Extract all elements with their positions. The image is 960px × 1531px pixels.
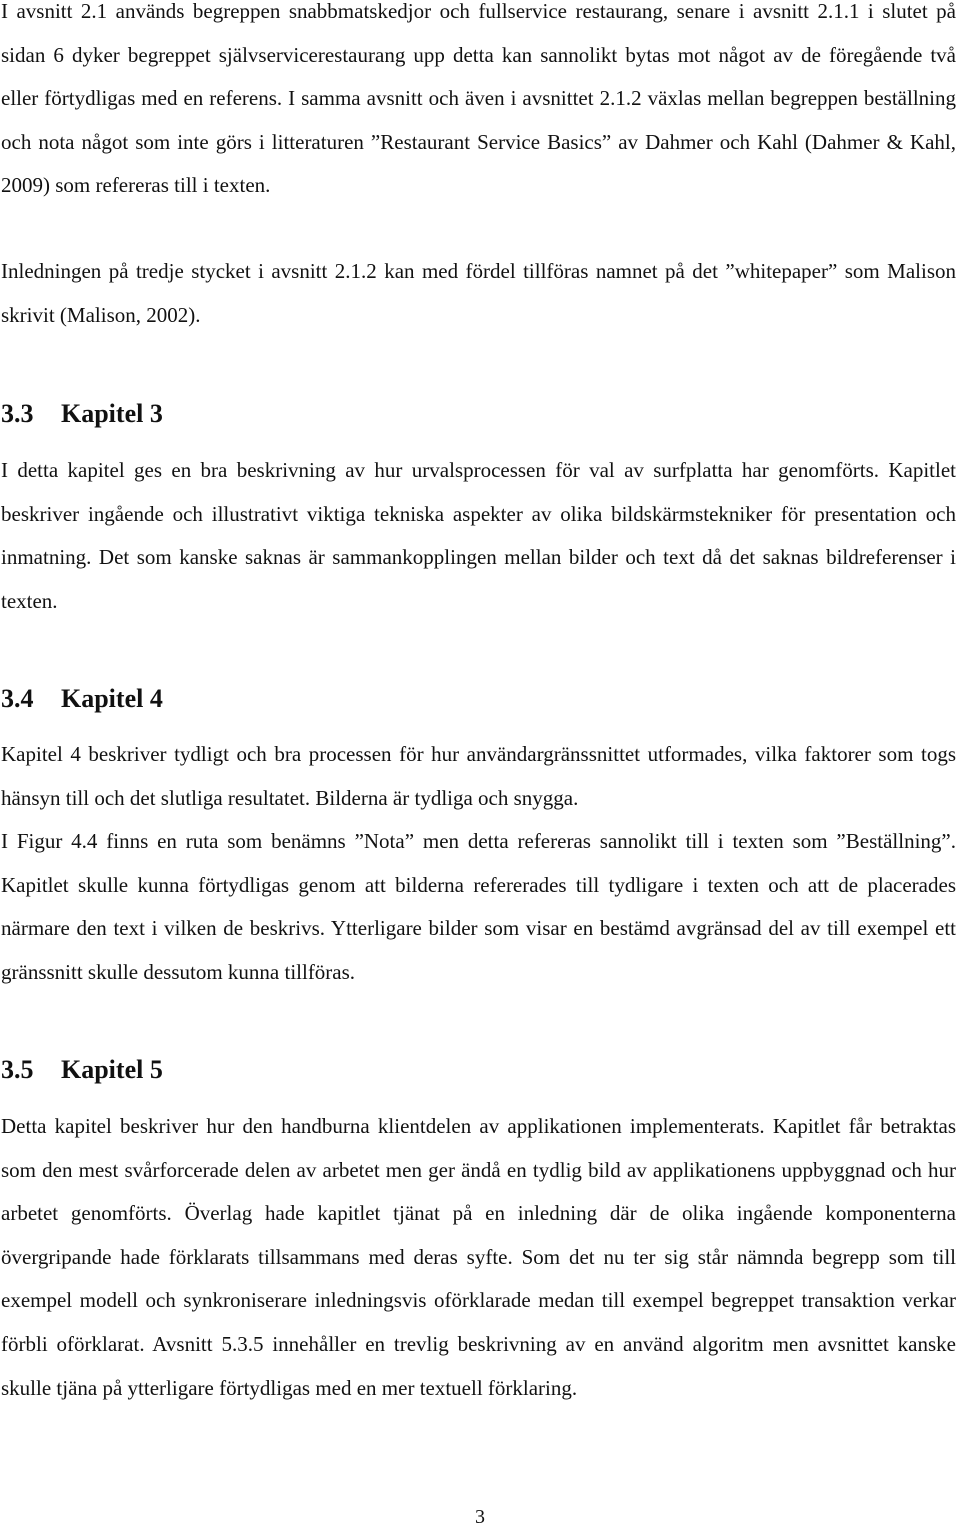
section-title: Kapitel 3 bbox=[61, 399, 163, 428]
page-number: 3 bbox=[475, 1506, 485, 1528]
section-number: 3.3 bbox=[1, 399, 34, 428]
paragraph-chapter-3: I detta kapitel ges en bra beskrivning av hur urvalsprocessen för val av surfplatta har genomförts. Kapitlet beskriver ingående och illustrativt viktiga tekniska aspekter av olika bildskärmstekniker för presentation och inmatning. Det som kanske saknas är sammankopplingen mellan bilder och text då det saknas bildreferenser i texten. bbox=[1, 458, 956, 613]
section-number: 3.5 bbox=[1, 1055, 34, 1084]
section-number: 3.4 bbox=[1, 684, 34, 713]
section-heading-3-3 bbox=[1, 398, 163, 430]
paragraph-chapter-4-figure-4-4: I Figur 4.4 finns en ruta som benämns ”Nota” men detta refereras sannolikt till i texten som ”Beställning”. Kapitlet skulle kunna förtydligas genom att bilderna refererades till tydligare i texten och att de placerades närmare den text i vilken de beskrivs. Ytterligare bilder som visar en bestämd avgränsad del av till exempel ett gränssnitt skulle dessutom kunna tillföras. bbox=[1, 829, 956, 984]
paragraph-chapter-5: Detta kapitel beskriver hur den handburna klientdelen av applikationen implementerats. Kapitlet får betraktas som den mest svårforcerade delen av arbetet men ger ändå en tydlig bild av applikationens uppbyggnad och hur arbetet genomförts. Överlag hade kapitlet tjänat på en inledning där de olika ingående komponenterna övergripande hade förklarats tillsammans med deras syfte. Som det nu ter sig står nämnda begrepp som till exempel modell och synkroniserare inledningsvis oförklarade medan till exempel begreppet transaktion verkar förbli oförklarat. Avsnitt 5.3.5 innehåller en trevlig beskrivning av en använd algoritm men avsnittet kanske skulle tjäna på ytterligare förtydligas med en mer textuell förklaring. bbox=[1, 1114, 956, 1400]
paragraph-chapter-4-summary: Kapitel 4 beskriver tydligt och bra processen för hur användargränssnittet utformades, vilka faktorer som togs hänsyn till och det slutliga resultatet. Bilderna är tydliga och snygga. bbox=[1, 742, 956, 810]
section-title: Kapitel 4 bbox=[61, 684, 163, 713]
section-heading-3-5 bbox=[1, 1054, 163, 1086]
section-title: Kapitel 5 bbox=[61, 1055, 163, 1084]
paragraph-section-2-1-2-intro: Inledningen på tredje stycket i avsnitt 2.1.2 kan med fördel tillföras namnet på det ”whitepaper” som Malison skrivit (Malison, 2002). bbox=[1, 259, 956, 327]
paragraph-section-2-1-review: I avsnitt 2.1 används begreppen snabbmatskedjor och fullservice restaurang, senare i avsnitt 2.1.1 i slutet på sidan 6 dyker begreppet självservicerestaurang upp detta kan sannolikt bytas mot något av de föregående två eller förtydligas med en referens. I samma avsnitt och även i avsnittet 2.1.2 växlas mellan begreppen beställning och nota något som inte görs i litteraturen ”Restaurant Service Basics” av Dahmer och Kahl (Dahmer & Kahl, 2009) som refereras till i texten. bbox=[1, 0, 956, 198]
section-heading-3-4 bbox=[1, 683, 163, 715]
